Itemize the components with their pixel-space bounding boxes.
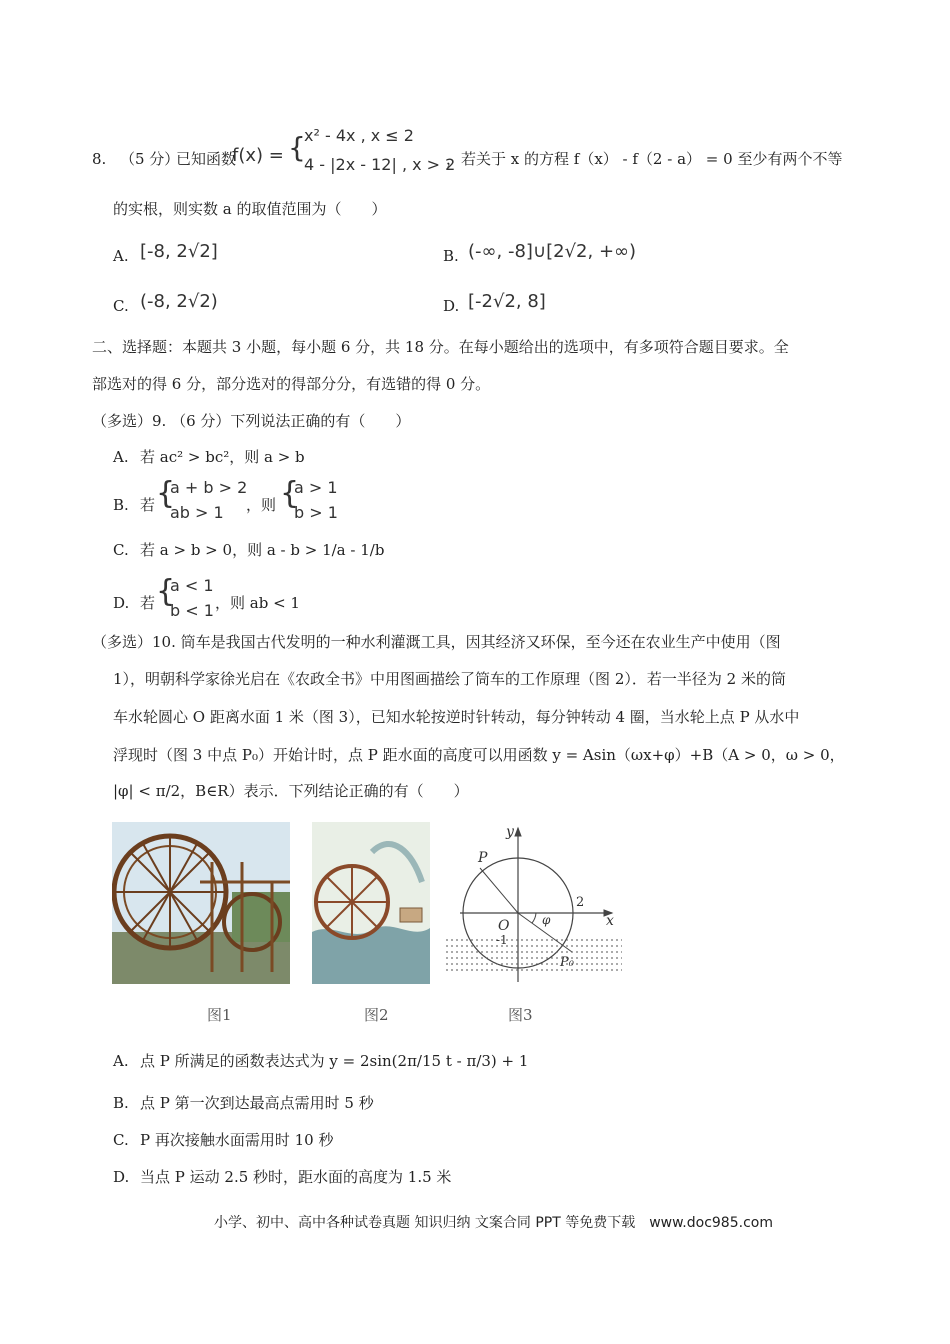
q8-option-d-label: D. [443, 297, 460, 315]
q9-d-brace: { [156, 574, 176, 609]
q8-option-d: [-2√2, 8] [468, 291, 546, 312]
q9-b-sys2a: a > 1 [294, 478, 338, 497]
q9-d-sys2: b < 1 [170, 601, 214, 620]
q8-option-a: [-8, 2√2] [140, 241, 218, 262]
q9-option-b-if: 若 [140, 496, 156, 514]
q10-line5: |φ| < π/2，B∈R）表示．下列结论正确的有（ ） [113, 782, 469, 800]
footer-text: 小学、初中、高中各种试卷真题 知识归纳 文案合同 PPT 等免费下载 www.doc985.com [214, 1215, 773, 1231]
fig3-label-2: 2 [576, 895, 585, 910]
fig3-label-o: O [498, 918, 510, 934]
q10-line3: 车水轮圆心 O 距离水面 1 米（图 3），已知水轮按逆时针转动，每分钟转动 4 圈，当水轮上点 P 从水中 [113, 708, 800, 726]
q10-line2: 1），明朝科学家徐光启在《农政全书》中用图画描绘了筒车的工作原理（图 2）．若一半径为 2 米的筒 [113, 670, 786, 688]
q8-option-b-label: B. [443, 247, 459, 265]
q8-brace: { [288, 131, 306, 164]
fig3-label-p: P [478, 850, 488, 866]
q9-b-sys1b: ab > 1 [170, 503, 224, 522]
fig3-label-y: y [506, 824, 514, 840]
q10-option-c: P 再次接触水面需用时 10 秒 [140, 1131, 334, 1149]
q9-b-sys1a: a + b > 2 [170, 478, 248, 497]
q9-option-b-label: B. [113, 496, 129, 514]
q9-head: （多选）9. （6 分）下列说法正确的有（ ） [92, 412, 411, 430]
q8-option-c-label: C. [113, 297, 129, 315]
q9-d-sys1: a < 1 [170, 576, 214, 595]
figure-1-water-wheel-photo [112, 822, 290, 984]
q9-option-c-label: C. [113, 541, 129, 559]
q10-option-d-label: D. [113, 1168, 130, 1186]
fig3-label-x: x [606, 913, 614, 929]
q10-option-d: 当点 P 运动 2.5 秒时，距水面的高度为 1.5 米 [140, 1168, 452, 1186]
q9-option-c: 若 a > b > 0，则 a - b > 1/a - 1/b [140, 541, 385, 559]
q10-option-b: 点 P 第一次到达最高点需用时 5 秒 [140, 1094, 374, 1112]
q9-option-a-label: A. [113, 448, 129, 466]
q8-case2: 4 - |2x - 12| , x > 2 [304, 155, 456, 174]
q8-stem-rest: ，若关于 x 的方程 f（x） - f（2 - a） = 0 至少有两个不等 [446, 150, 843, 168]
fig3-label-phi: φ [542, 913, 551, 927]
q8-option-c: (-8, 2√2) [140, 291, 218, 312]
q8-fx: f(x) = [232, 145, 284, 166]
figure-1-caption: 图1 [207, 1006, 232, 1024]
section2-line2: 部选对的得 6 分，部分选对的得部分分，有选错的得 0 分。 [92, 375, 491, 393]
q10-option-b-label: B. [113, 1094, 129, 1112]
q9-b-brace-1: { [156, 476, 176, 511]
q9-option-b-then: ，则 [246, 496, 277, 514]
q8-case1: x² - 4x , x ≤ 2 [304, 126, 414, 145]
q9-b-brace-2: { [280, 476, 300, 511]
q8-option-b: (-∞, -8]∪[2√2, +∞) [468, 241, 637, 262]
q9-option-a: 若 ac² > bc²，则 a > b [140, 448, 305, 466]
q10-option-a-label: A. [113, 1052, 129, 1070]
q8-lead: 已知函数 [176, 150, 237, 168]
figure-3-caption: 图3 [508, 1006, 533, 1024]
q9-option-d-then: ，则 ab < 1 [215, 594, 300, 612]
q8-score: （5 分） [120, 150, 180, 168]
q10-line1: （多选）10. 筒车是我国古代发明的一种水利灌溉工具，因其经济又环保，至今还在农业生产中使用（图 [92, 633, 781, 651]
q9-b-sys2b: b > 1 [294, 503, 338, 522]
figure-2-water-wheel-drawing [312, 822, 430, 984]
figure-3-coordinate-diagram [446, 822, 622, 984]
q8-stem-line2: 的实根，则实数 a 的取值范围为（ ） [113, 200, 387, 218]
q10-option-a: 点 P 所满足的函数表达式为 y = 2sin(2π/15 t - π/3) + 1 [140, 1052, 529, 1070]
q10-option-c-label: C. [113, 1131, 129, 1149]
q10-line4: 浮现时（图 3 中点 P₀）开始计时，点 P 距水面的高度可以用函数 y = Asin（ωx+φ）+B（A > 0，ω > 0， [113, 746, 845, 764]
q9-option-d-if: 若 [140, 594, 156, 612]
q8-option-a-label: A. [113, 247, 129, 265]
q9-option-d-label: D. [113, 594, 130, 612]
section2-line1: 二、选择题：本题共 3 小题，每小题 6 分，共 18 分。在每小题给出的选项中，有多项符合题目要求。全 [92, 338, 789, 356]
q8-number: 8. [92, 150, 107, 168]
fig3-label-p0: P₀ [560, 955, 574, 970]
figure-2-caption: 图2 [364, 1006, 389, 1024]
fig3-label-minus1: -1 [496, 933, 508, 947]
